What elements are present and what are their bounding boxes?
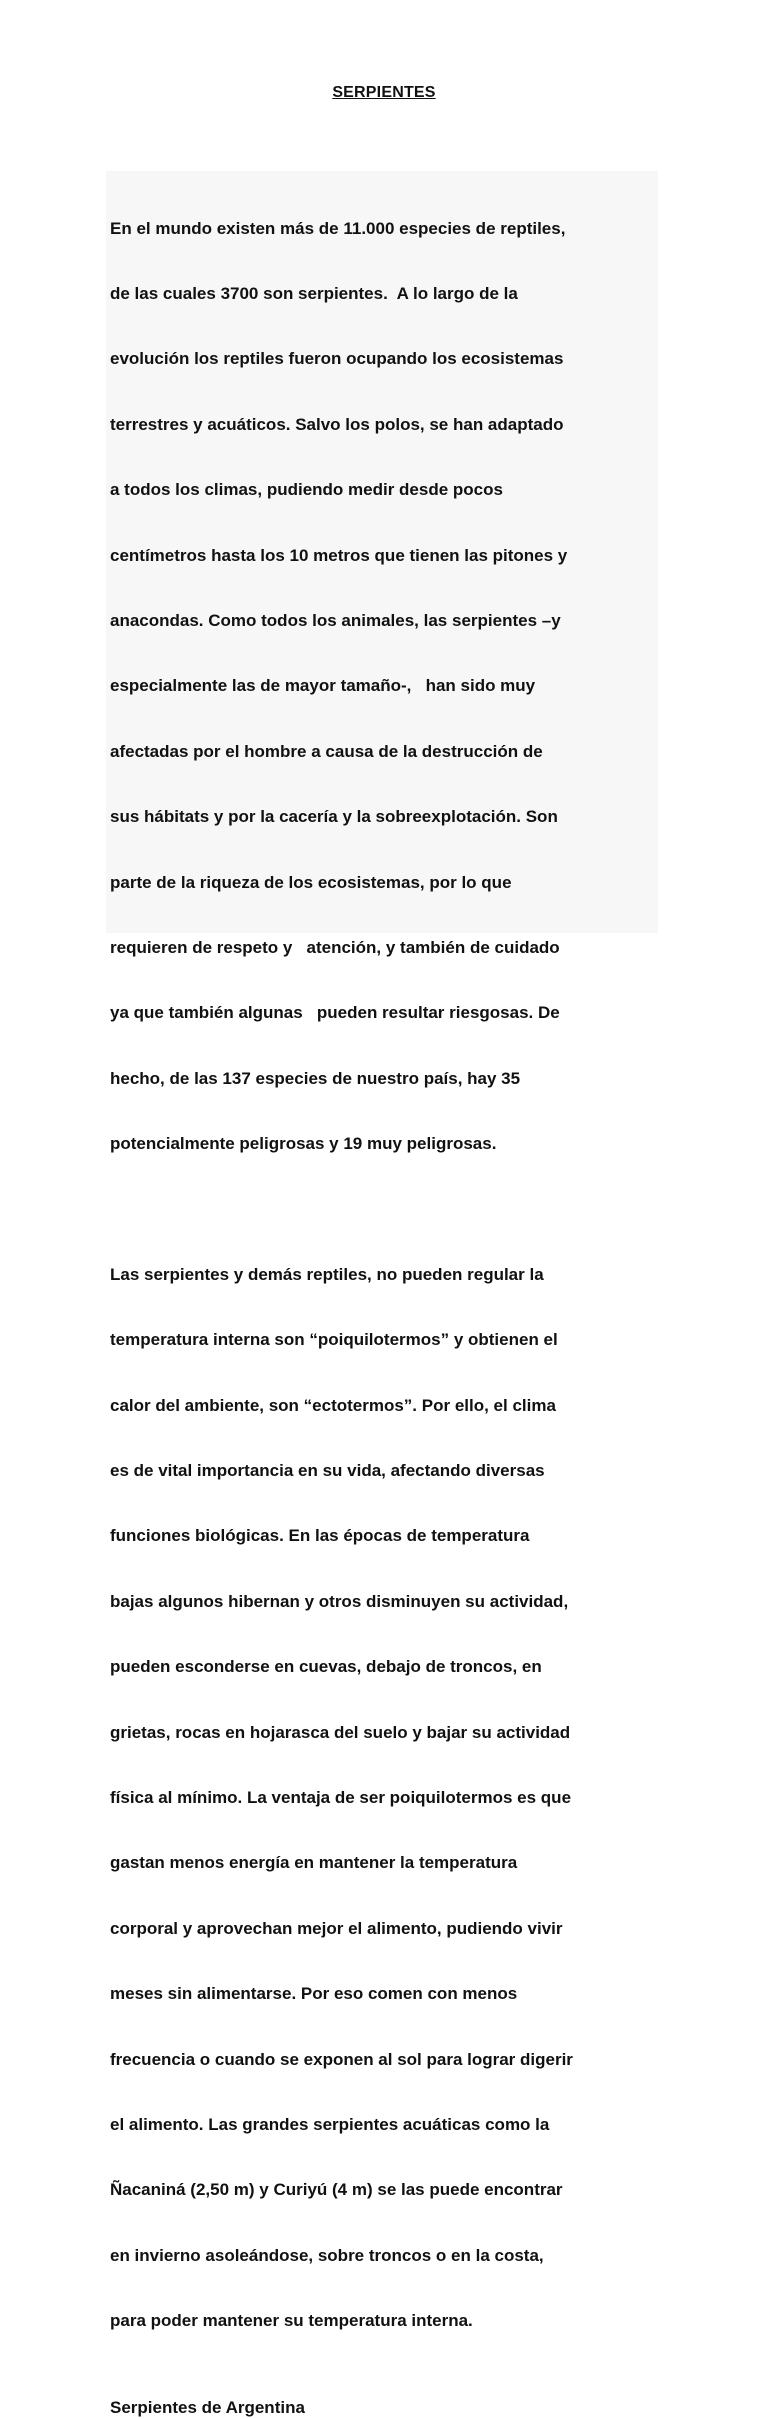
paragraph-2-line: Las serpientes y demás reptiles, no pueden regular la: [110, 1264, 544, 1284]
paragraph-1-line: a todos los climas, pudiendo medir desde pocos: [110, 480, 503, 500]
paragraph-1-line: sus hábitats y por la cacería y la sobreexplotación. Son: [110, 807, 558, 827]
paragraph-2-line: para poder mantener su temperatura interna.: [110, 2311, 473, 2331]
paragraph-2-line: pueden esconderse en cuevas, debajo de troncos, en: [110, 1657, 542, 1677]
text-body: [106, 171, 658, 2418]
paragraph-1-line: requieren de respeto y atención, y también de cuidado: [110, 937, 560, 957]
page-title: SERPIENTES: [332, 84, 436, 101]
section-subheading: Serpientes de Argentina: [110, 2398, 305, 2418]
paragraph-2-line: calor del ambiente, son “ectotermos”. Por ello, el clima: [110, 1395, 556, 1415]
paragraph-2: [110, 1220, 654, 2375]
paragraph-1-line: potencialmente peligrosas y 19 muy peligrosas.: [110, 1134, 497, 1154]
paragraph-1-line: afectadas por el hombre a causa de la destrucción de: [110, 741, 543, 761]
paragraph-1: [110, 174, 654, 1198]
paragraph-1-line: centímetros hasta los 10 metros que tienen las pitones y: [110, 545, 568, 565]
paragraph-1-line: En el mundo existen más de 11.000 especies de reptiles,: [110, 218, 566, 238]
paragraph-2-line: en invierno asoleándose, sobre troncos o en la costa,: [110, 2245, 544, 2265]
paragraph-1-line: de las cuales 3700 son serpientes. A lo largo de la: [110, 283, 518, 303]
paragraph-1-line: evolución los reptiles fueron ocupando los ecosistemas: [110, 349, 564, 369]
paragraph-spacer: [110, 1198, 654, 1220]
paragraph-1-line: anacondas. Como todos los animales, las serpientes –y: [110, 610, 561, 630]
paragraph-1-line: ya que también algunas pueden resultar riesgosas. De: [110, 1003, 560, 1023]
paragraph-2-line: temperatura interna son “poiquilotermos” y obtienen el: [110, 1330, 558, 1350]
paragraph-2-line: el alimento. Las grandes serpientes acuáticas como la: [110, 2114, 550, 2134]
paragraph-2-line: frecuencia o cuando se exponen al sol para lograr digerir: [110, 2049, 573, 2069]
paragraph-2-line: es de vital importancia en su vida, afectando diversas: [110, 1461, 545, 1481]
paragraph-1-line: terrestres y acuáticos. Salvo los polos, se han adaptado: [110, 414, 564, 434]
paragraph-2-line: funciones biológicas. En las épocas de temperatura: [110, 1526, 530, 1546]
paragraph-2-line: Ñacaniná (2,50 m) y Curiyú (4 m) se las puede encontrar: [110, 2180, 563, 2200]
paragraph-2-line: corporal y aprovechan mejor el alimento, pudiendo vivir: [110, 1918, 563, 1938]
paragraph-1-line: especialmente las de mayor tamaño-, han sido muy: [110, 676, 536, 696]
paragraph-2-line: bajas algunos hibernan y otros disminuyen su actividad,: [110, 1591, 569, 1611]
paragraph-1-line: parte de la riqueza de los ecosistemas, por lo que: [110, 872, 512, 892]
paragraph-2-line: meses sin alimentarse. Por eso comen con menos: [110, 1984, 518, 2004]
paragraph-1-line: hecho, de las 137 especies de nuestro país, hay 35: [110, 1068, 521, 1088]
paragraph-2-line: gastan menos energía en mantener la temperatura: [110, 1853, 518, 1873]
paragraph-2-line: grietas, rocas en hojarasca del suelo y bajar su actividad: [110, 1722, 571, 1742]
paragraph-2-line: física al mínimo. La ventaja de ser poiquilotermos es que: [110, 1787, 572, 1807]
paragraph-spacer: [110, 2375, 654, 2397]
